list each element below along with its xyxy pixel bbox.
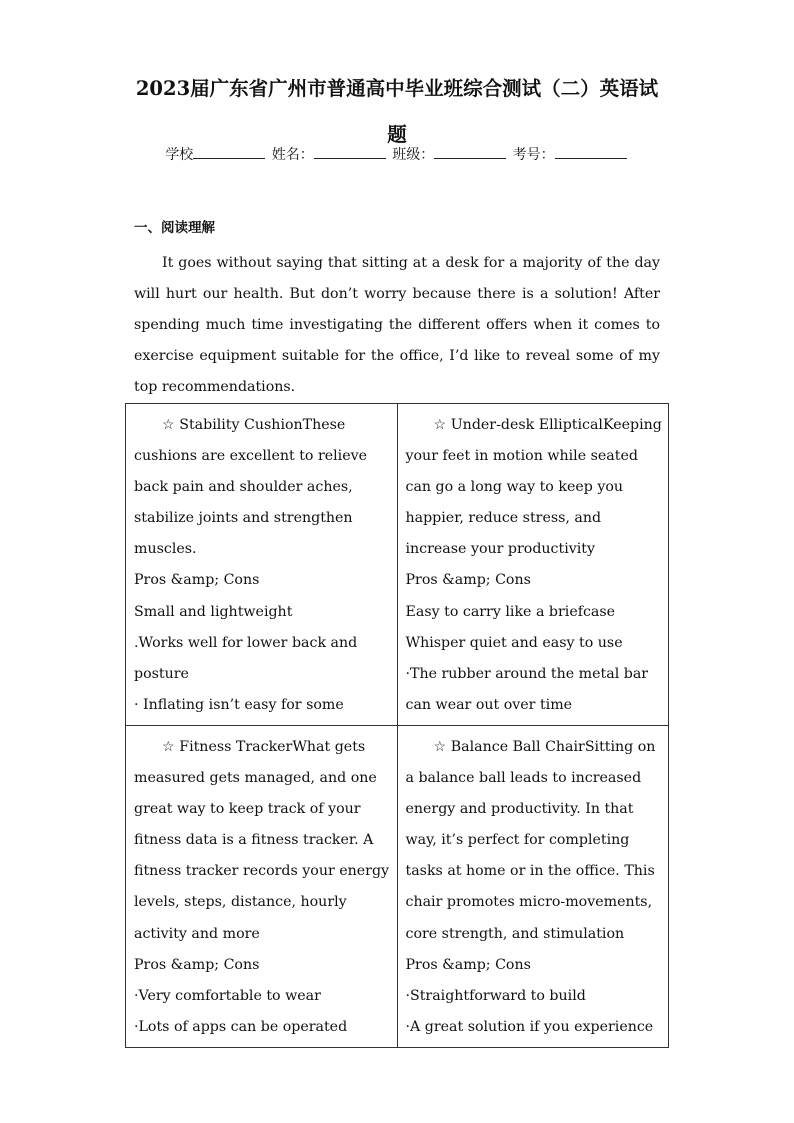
cell-line: Pros &amp; Cons [405, 572, 531, 589]
class-blank[interactable] [434, 144, 506, 159]
exam-title-line-2: 题 [387, 123, 407, 146]
cell-description: ☆ Under-desk EllipticalKeeping your feet in motion while seated can go a long way to keep you happier, reduce stress, and increase your productivity [405, 417, 662, 558]
name-label: 姓名： [271, 147, 314, 163]
student-info-line [0, 144, 794, 165]
cell-line: ·Lots of apps can be operated [134, 1018, 348, 1035]
class-label: 班级： [392, 147, 435, 163]
cell-line: Whisper quiet and easy to use [405, 634, 623, 651]
cell-line: Pros &amp; Cons [134, 572, 260, 589]
cell-line: ·Very comfortable to wear [134, 987, 321, 1004]
reading-passage: It goes without saying that sitting at a desk for a majority of the day will hurt our health. But don’t worry because there is a solution! After spending much time investigating the different offers when it comes to exercise equipment suitable for the office, I’d like to reveal some of my top recommendations. [134, 255, 660, 395]
cell-description: ☆ Balance Ball ChairSitting on a balance ball leads to increased energy and productivity. In that way, it’s perfect for completing tasks at home or in the office. This chair promotes micro-movements, core strength, and stimulation [405, 738, 656, 942]
cell-line: ·A great solution if you experience [405, 1018, 654, 1035]
cell-line: Small and lightweight [134, 603, 293, 620]
cell-line: Pros &amp; Cons [134, 956, 260, 973]
section-heading: 一、阅读理解 [134, 220, 215, 236]
under-desk-elliptical-cell [397, 404, 669, 726]
exam-title-line-1: 2023届广东省广州市普通高中毕业班综合测试（二）英语试 [135, 77, 659, 100]
stability-cushion-cell [126, 404, 398, 726]
cell-line: ·The rubber around the metal bar can wear out over time [405, 665, 649, 713]
cell-line: Easy to carry like a briefcase [405, 603, 616, 620]
cell-line: .Works well for lower back and posture [134, 634, 358, 682]
fitness-tracker-cell [126, 725, 398, 1047]
cell-description: ☆ Fitness TrackerWhat gets measured gets managed, and one great way to keep track of your fitness data is a fitness tracker. A fitness tracker records your energy levels, steps, distance, hourly activity and more [134, 738, 390, 942]
school-label: 学校 [165, 147, 194, 163]
exam-number-label: 考号： [512, 147, 555, 163]
cell-line: ·Straightforward to build [405, 987, 586, 1004]
cell-line: Pros &amp; Cons [405, 956, 531, 973]
exam-number-blank[interactable] [555, 144, 627, 159]
cell-description: ☆ Stability CushionThese cushions are excellent to relieve back pain and shoulder aches, stabilize joints and strengthen muscles. [134, 417, 368, 558]
name-blank[interactable] [314, 144, 386, 159]
cell-line: · Inflating isn’t easy for some [134, 696, 344, 713]
table-row [126, 725, 669, 1047]
recommendations-table [125, 403, 669, 1048]
balance-ball-chair-cell [397, 725, 669, 1047]
school-blank[interactable] [193, 144, 265, 159]
table-row [126, 404, 669, 726]
